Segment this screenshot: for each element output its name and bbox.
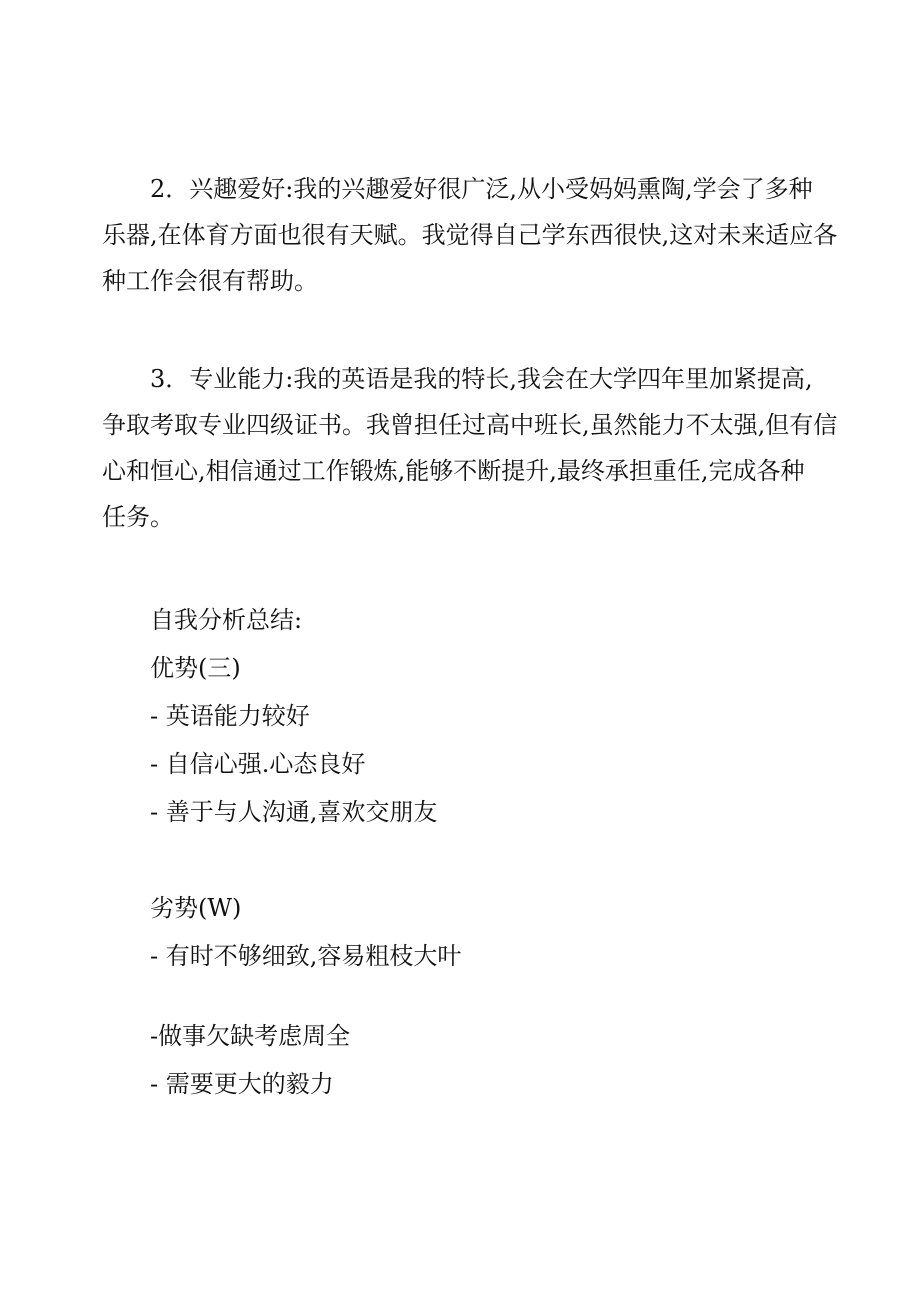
paragraph-line: 心和恒心,相信通过工作锻炼,能够不断提升,最终承担重任,完成各种 bbox=[102, 457, 805, 485]
paragraph-line: 任务。 bbox=[102, 503, 174, 531]
strengths-title: 优势(三) bbox=[150, 654, 241, 682]
paragraph-line: 2．兴趣爱好:我的兴趣爱好很广泛,从小受妈妈熏陶,学会了多种 bbox=[150, 175, 813, 203]
strength-item: - 善于与人沟通,喜欢交朋友 bbox=[150, 798, 438, 826]
paragraph-professional-ability bbox=[102, 356, 838, 540]
strength-item: - 英语能力较好 bbox=[150, 702, 310, 730]
paragraph-hobbies bbox=[102, 166, 838, 304]
paragraph-line: 争取考取专业四级证书。我曾担任过高中班长,虽然能力不太强,但有信 bbox=[102, 411, 838, 439]
paragraph-line: 种工作会很有帮助。 bbox=[102, 267, 318, 295]
strength-item: - 自信心强.心态良好 bbox=[150, 750, 366, 778]
paragraph-line: 乐器,在体育方面也很有天赋。我觉得自己学东西很快,这对未来适应各 bbox=[102, 221, 838, 249]
weakness-item: -做事欠缺考虑周全 bbox=[150, 1022, 351, 1050]
weakness-item: - 有时不够细致,容易粗枝大叶 bbox=[150, 942, 462, 970]
paragraph-line: 3．专业能力:我的英语是我的特长,我会在大学四年里加紧提高, bbox=[150, 365, 813, 393]
summary-title: 自我分析总结: bbox=[150, 606, 303, 634]
weakness-item: - 需要更大的毅力 bbox=[150, 1070, 334, 1098]
weaknesses-title: 劣势(W) bbox=[150, 894, 242, 922]
